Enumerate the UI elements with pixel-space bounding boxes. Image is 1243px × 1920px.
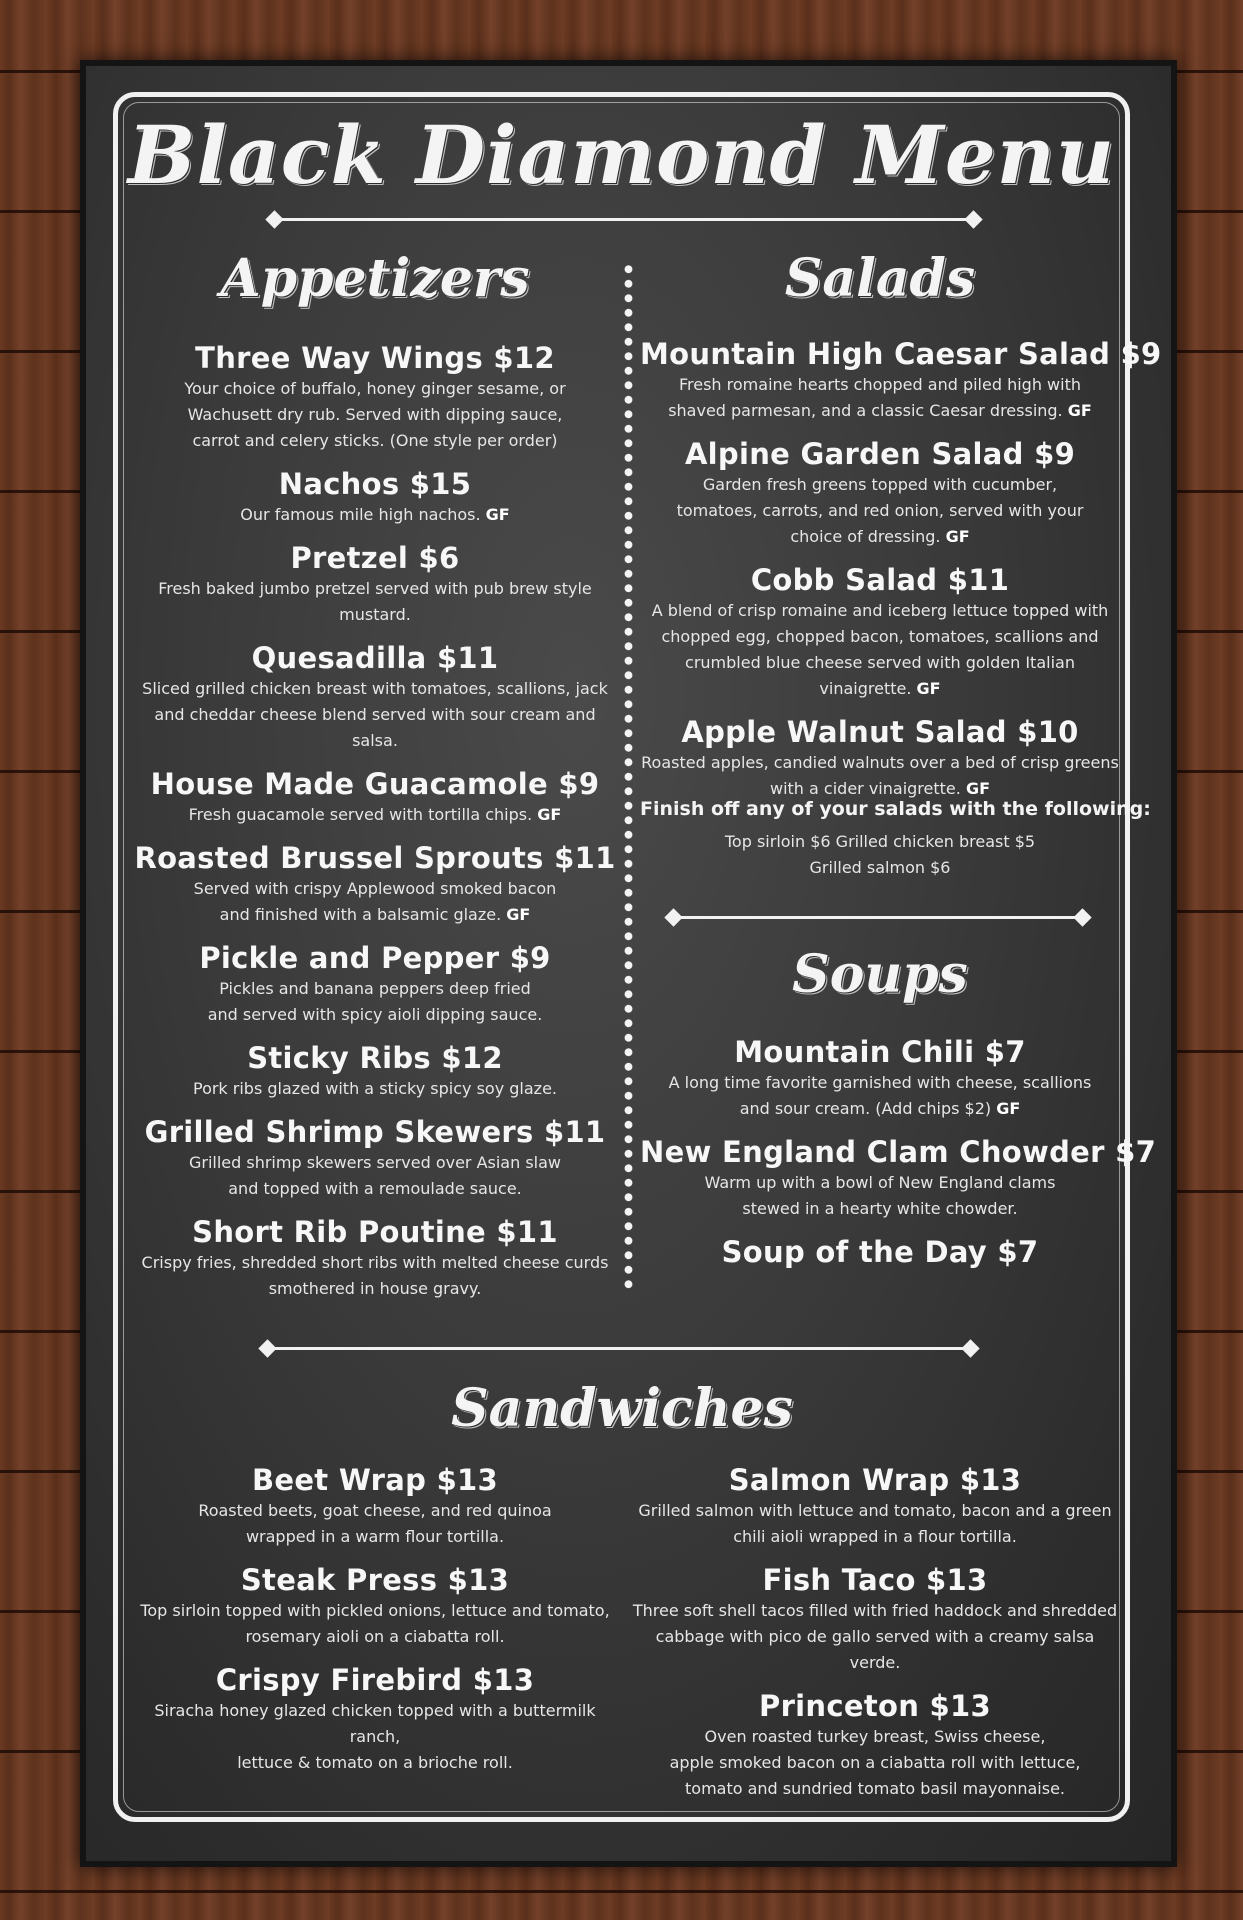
menu-item-description-text: Pork ribs glazed with a sticky spicy soy glaze. <box>192 1079 557 1098</box>
menu-item-name: Quesadilla $11 <box>251 641 499 675</box>
menu-item <box>630 1562 1120 1676</box>
menu-item-name: Steak Press $13 <box>240 1563 510 1597</box>
menu-item-name: Roasted Brussel Sprouts $11 <box>134 841 616 875</box>
menu-item <box>640 1134 1157 1222</box>
salads-heading: Salads <box>784 248 976 309</box>
menu-item-description-text: Oven roasted turkey breast, Swiss cheese, apple smoked bacon on a ciabatta roll with lettuce, tomato and sundried tomato basil mayonnaise. <box>669 1727 1081 1798</box>
menu-item-description <box>640 1070 1120 1122</box>
menu-item <box>640 1034 1120 1122</box>
gluten-free-badge: GF <box>537 805 562 824</box>
salad-addons-title: Finish off any of your salads with the following: <box>640 798 1151 820</box>
menu-item-name: New England Clam Chowder $7 <box>640 1135 1157 1169</box>
menu-item-name: Mountain High Caesar Salad $9 <box>640 337 1162 371</box>
menu-item-name: Fish Taco $13 <box>762 1563 988 1597</box>
appetizers-heading: Appetizers <box>220 248 530 309</box>
menu-item-description-text: Roasted apples, candied walnuts over a bed of crisp greens with a cider vinaigrette. <box>641 753 1119 798</box>
salads-addons <box>640 796 1151 881</box>
menu-item-description <box>640 372 1120 424</box>
menu-item <box>130 1562 620 1650</box>
menu-item-description-text: Fresh romaine hearts chopped and piled high with shaved parmesan, and a classic Caesar dressing. <box>668 375 1081 420</box>
appetizers-list <box>130 340 620 1302</box>
menu-item <box>130 540 620 628</box>
menu-item-description <box>130 1698 620 1776</box>
menu-item-description <box>630 1498 1120 1550</box>
menu-item-description-text: Fresh baked jumbo pretzel served with pub brew style mustard. <box>158 579 592 624</box>
menu-item-name: Apple Walnut Salad $10 <box>681 715 1079 749</box>
menu-item <box>130 1214 620 1302</box>
menu-item-name: Three Way Wings $12 <box>195 341 555 375</box>
title-divider <box>265 210 983 230</box>
menu-item <box>630 1688 1120 1802</box>
menu-item-description-text: Top sirloin topped with pickled onions, lettuce and tomato, rosemary aioli on a ciabatta roll. <box>140 1601 610 1646</box>
salad-addons-line: Top sirloin $6 Grilled chicken breast $5 <box>724 832 1036 851</box>
menu-item <box>640 1234 1120 1270</box>
menu-item-description <box>640 1170 1120 1222</box>
sandwiches-divider <box>258 1339 980 1359</box>
menu-item-description <box>640 472 1120 550</box>
menu-item-name: Princeton $13 <box>759 1689 991 1723</box>
gluten-free-badge: GF <box>996 1099 1021 1118</box>
gluten-free-badge: GF <box>945 527 970 546</box>
menu-item <box>640 336 1162 424</box>
menu-item-description <box>130 376 620 454</box>
menu-item <box>130 466 620 528</box>
gluten-free-badge: GF <box>916 679 941 698</box>
menu-item-description-text: Grilled salmon with lettuce and tomato, bacon and a green chili aioli wrapped in a flour tortilla. <box>638 1501 1112 1546</box>
gluten-free-badge: GF <box>485 505 510 524</box>
menu-item-description <box>130 1598 620 1650</box>
menu-item <box>130 1040 620 1102</box>
sandwiches-heading: Sandwiches <box>451 1378 793 1439</box>
menu-item-name: Grilled Shrimp Skewers $11 <box>144 1115 606 1149</box>
menu-item-description <box>630 1598 1120 1676</box>
menu-item <box>130 340 620 454</box>
menu-item-name: Alpine Garden Salad $9 <box>684 437 1076 471</box>
menu-item-description <box>640 750 1120 802</box>
menu-item <box>130 640 620 754</box>
menu-item-name: Cobb Salad $11 <box>750 563 1010 597</box>
menu-item <box>130 1114 620 1202</box>
gluten-free-badge: GF <box>506 905 531 924</box>
menu-item-name: Mountain Chili $7 <box>734 1035 1026 1069</box>
menu-item-description <box>130 976 620 1028</box>
sandwiches-right-list <box>630 1462 1120 1802</box>
menu-title: Black Diamond Menu <box>127 108 1116 202</box>
menu-item-description-text: Fresh guacamole served with tortilla chips. <box>188 805 533 824</box>
menu-item-name: Crispy Firebird $13 <box>215 1663 535 1697</box>
menu-item-name: Short Rib Poutine $11 <box>192 1215 558 1249</box>
menu-item-description-text: Crispy fries, shredded short ribs with melted cheese curds smothered in house gravy. <box>141 1253 609 1298</box>
menu-item-description <box>630 1724 1120 1802</box>
menu-item-name: House Made Guacamole $9 <box>150 767 600 801</box>
menu-item-description <box>130 802 620 828</box>
menu-item-name: Beet Wrap $13 <box>251 1463 499 1497</box>
menu-item-description-text: Served with crispy Applewood smoked bacon and finished with a balsamic glaze. <box>193 879 557 924</box>
salad-addons-line: Grilled salmon $6 <box>809 858 951 877</box>
gluten-free-badge: GF <box>965 779 990 798</box>
menu-item <box>130 1662 620 1776</box>
menu-item-description <box>130 1076 620 1102</box>
menu-item <box>130 766 620 828</box>
menu-item <box>130 940 620 1028</box>
menu-item-description <box>130 676 620 754</box>
menu-item-description <box>130 1250 620 1302</box>
menu-item-name: Pretzel $6 <box>290 541 460 575</box>
menu-item <box>640 714 1120 802</box>
soups-heading: Soups <box>792 944 968 1005</box>
menu-item-name: Soup of the Day $7 <box>721 1235 1039 1269</box>
menu-item-description-text: Warm up with a bowl of New England clams stewed in a hearty white chowder. <box>704 1173 1056 1218</box>
menu-item-name: Salmon Wrap $13 <box>728 1463 1022 1497</box>
menu-item <box>130 1462 620 1550</box>
menu-item-description-text: Pickles and banana peppers deep fried and served with spicy aioli dipping sauce. <box>207 979 543 1024</box>
menu-item-name: Sticky Ribs $12 <box>247 1041 503 1075</box>
menu-item <box>130 840 620 928</box>
menu-item-description-text: Roasted beets, goat cheese, and red quinoa wrapped in a warm flour tortilla. <box>198 1501 552 1546</box>
soups-list <box>640 1034 1157 1270</box>
menu-item <box>640 436 1120 550</box>
menu-item-description <box>130 1498 620 1550</box>
menu-item-description-text: Grilled shrimp skewers served over Asian slaw and topped with a remoulade sauce. <box>188 1153 562 1198</box>
menu-item <box>640 562 1120 702</box>
column-divider-dots <box>624 262 633 1292</box>
menu-item <box>630 1462 1120 1550</box>
menu-item-description <box>130 576 620 628</box>
salads-list <box>640 336 1162 802</box>
menu-item-name: Pickle and Pepper $9 <box>199 941 551 975</box>
menu-item-description-text: Our famous mile high nachos. <box>240 505 481 524</box>
sandwiches-left-list <box>130 1462 620 1776</box>
menu-item-description-text: Sliced grilled chicken breast with tomatoes, scallions, jack and cheddar cheese blend served with sour cream and salsa. <box>142 679 608 750</box>
menu-item-description-text: A blend of crisp romaine and iceberg lettuce topped with chopped egg, chopped bacon, tomatoes, scallions and crumbled blue cheese served with golden Italian vinaigrette. <box>651 601 1109 698</box>
menu-item-description-text: Siracha honey glazed chicken topped with a buttermilk ranch, lettuce & tomato on a brioche roll. <box>154 1701 596 1772</box>
gluten-free-badge: GF <box>1067 401 1092 420</box>
menu-item-description <box>130 1150 620 1202</box>
menu-item-description-text: A long time favorite garnished with cheese, scallions and sour cream. (Add chips $2) <box>668 1073 1092 1118</box>
menu-item-description-text: Your choice of buffalo, honey ginger sesame, or Wachusett dry rub. Served with dipping sauce, carrot and celery sticks. (One style per order) <box>184 379 566 450</box>
menu-item-description <box>130 876 620 928</box>
menu-item-description <box>640 598 1120 702</box>
menu-item-description-text: Three soft shell tacos filled with fried haddock and shredded cabbage with pico de gallo served with a creamy salsa verde. <box>632 1601 1118 1672</box>
menu-item-name: Nachos $15 <box>278 467 472 501</box>
menu-item-description-text: Garden fresh greens topped with cucumber, tomatoes, carrots, and red onion, served with your choice of dressing. <box>676 475 1084 546</box>
menu-item-description <box>130 502 620 528</box>
salads-soups-divider <box>664 908 1092 928</box>
